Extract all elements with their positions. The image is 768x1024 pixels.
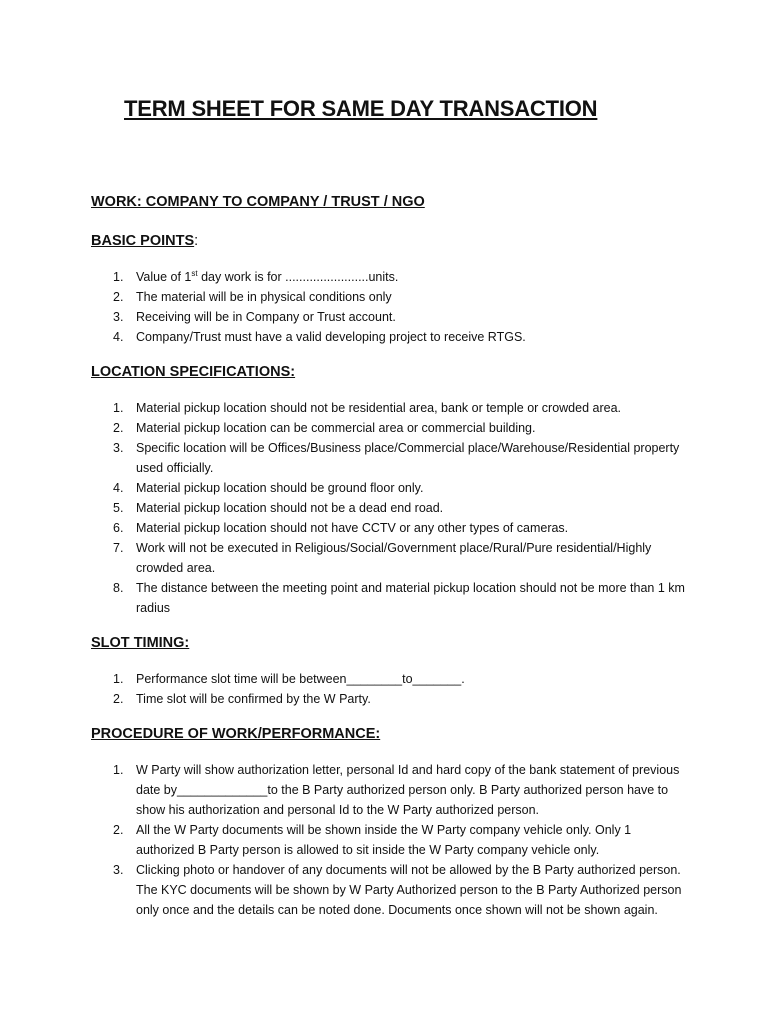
location-specifications-heading: LOCATION SPECIFICATIONS: <box>91 364 296 380</box>
list-item: 3. Specific location will be Offices/Business place/Commercial place/Warehouse/Residential property used officially. <box>113 441 680 475</box>
list-item: 3. Clicking photo or handover of any documents will not be allowed by the B Party authorized person. The KYC documents will be shown by W Party Authorized person to the B Party Authorized person only once and the details can be noted done. Documents once shown will not be shown again. <box>113 863 682 917</box>
location-specifications-list <box>91 398 691 618</box>
list-item: 2. Material pickup location can be commercial area or commercial building. <box>113 421 536 435</box>
list-item: 2. Time slot will be confirmed by the W Party. <box>113 692 371 706</box>
slot-timing-list <box>91 669 691 709</box>
list-item: 1. W Party will show authorization letter, personal Id and hard copy of the bank statement of previous date by_____________to the B Party authorized person only. B Party authorized person have to show his authorization and personal Id to the W Party authorized person. <box>113 763 680 817</box>
procedure-list <box>91 760 691 920</box>
list-item: 2. The material will be in physical conditions only <box>113 290 392 304</box>
list-item: 5. Material pickup location should not be a dead end road. <box>113 501 444 515</box>
list-item: 1. Performance slot time will be between________to_______. <box>113 672 465 686</box>
list-item: 4. Company/Trust must have a valid developing project to receive RTGS. <box>113 330 526 344</box>
list-item: 6. Material pickup location should not have CCTV or any other types of cameras. <box>113 521 569 535</box>
procedure-heading: PROCEDURE OF WORK/PERFORMANCE: <box>91 726 381 742</box>
basic-points-heading: BASIC POINTS: <box>91 233 199 249</box>
document-title: TERM SHEET FOR SAME DAY TRANSACTION <box>124 96 598 121</box>
list-item: 3. Receiving will be in Company or Trust account. <box>113 310 396 324</box>
list-item: 2. All the W Party documents will be shown inside the W Party company vehicle only. Only 1 authorized B Party person is allowed to sit inside the W Party company vehicle only. <box>113 823 632 857</box>
list-item: 1. Value of 1st day work is for ........................units. <box>113 268 399 284</box>
basic-points-list <box>91 267 691 347</box>
list-item: 1. Material pickup location should not be residential area, bank or temple or crowded area. <box>113 401 621 415</box>
list-item: 7. Work will not be executed in Religious/Social/Government place/Rural/Pure residential/Highly crowded area. <box>113 541 652 575</box>
slot-timing-heading: SLOT TIMING: <box>91 635 190 651</box>
list-item: 8. The distance between the meeting point and material pickup location should not be more than 1 km radius <box>113 581 685 615</box>
work-heading: WORK: COMPANY TO COMPANY / TRUST / NGO <box>91 194 425 210</box>
list-item: 4. Material pickup location should be ground floor only. <box>113 481 424 495</box>
